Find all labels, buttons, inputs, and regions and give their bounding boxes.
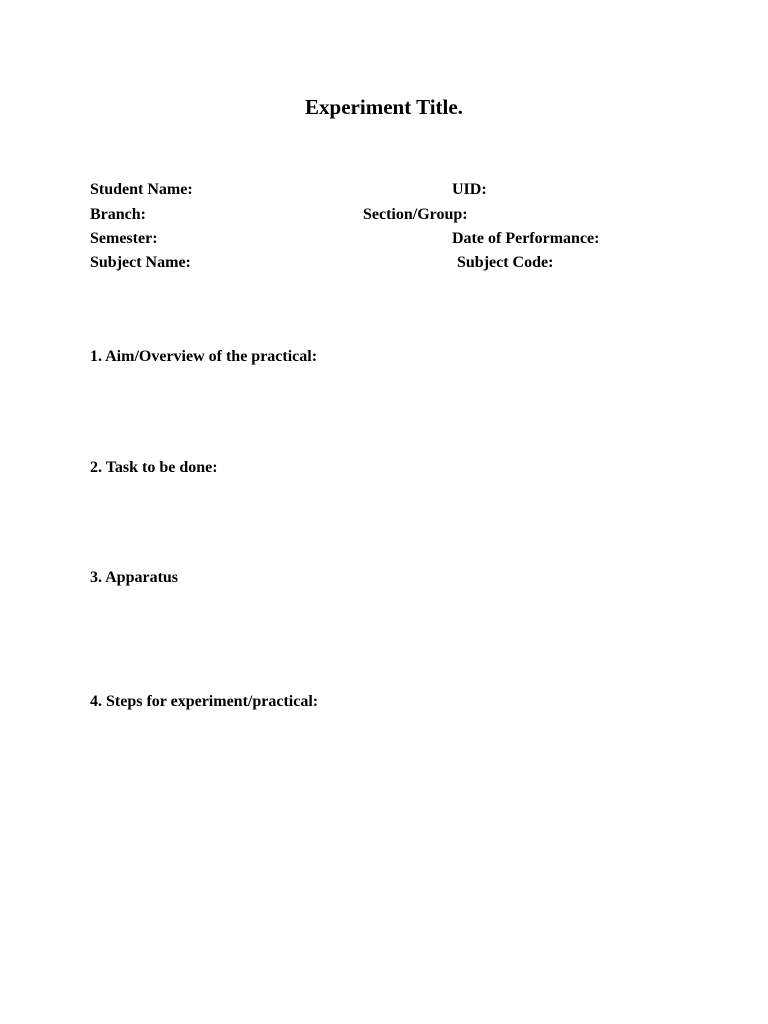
date-of-performance-label: Date of Performance: (452, 230, 600, 247)
semester-label: Semester: (90, 230, 158, 247)
section-heading-steps: 4. Steps for experiment/practical: (90, 693, 319, 710)
subject-name-label: Subject Name: (90, 254, 191, 271)
section-heading-task: 2. Task to be done: (90, 459, 218, 476)
student-name-label: Student Name: (90, 181, 193, 198)
subject-code-label: Subject Code: (457, 254, 554, 271)
section-heading-aim: 1. Aim/Overview of the practical: (90, 348, 318, 365)
uid-label: UID: (452, 181, 487, 198)
branch-label: Branch: (90, 206, 146, 223)
section-heading-apparatus: 3. Apparatus (90, 569, 179, 586)
page-title: Experiment Title. (305, 95, 463, 119)
section-group-label: Section/Group: (363, 206, 468, 223)
